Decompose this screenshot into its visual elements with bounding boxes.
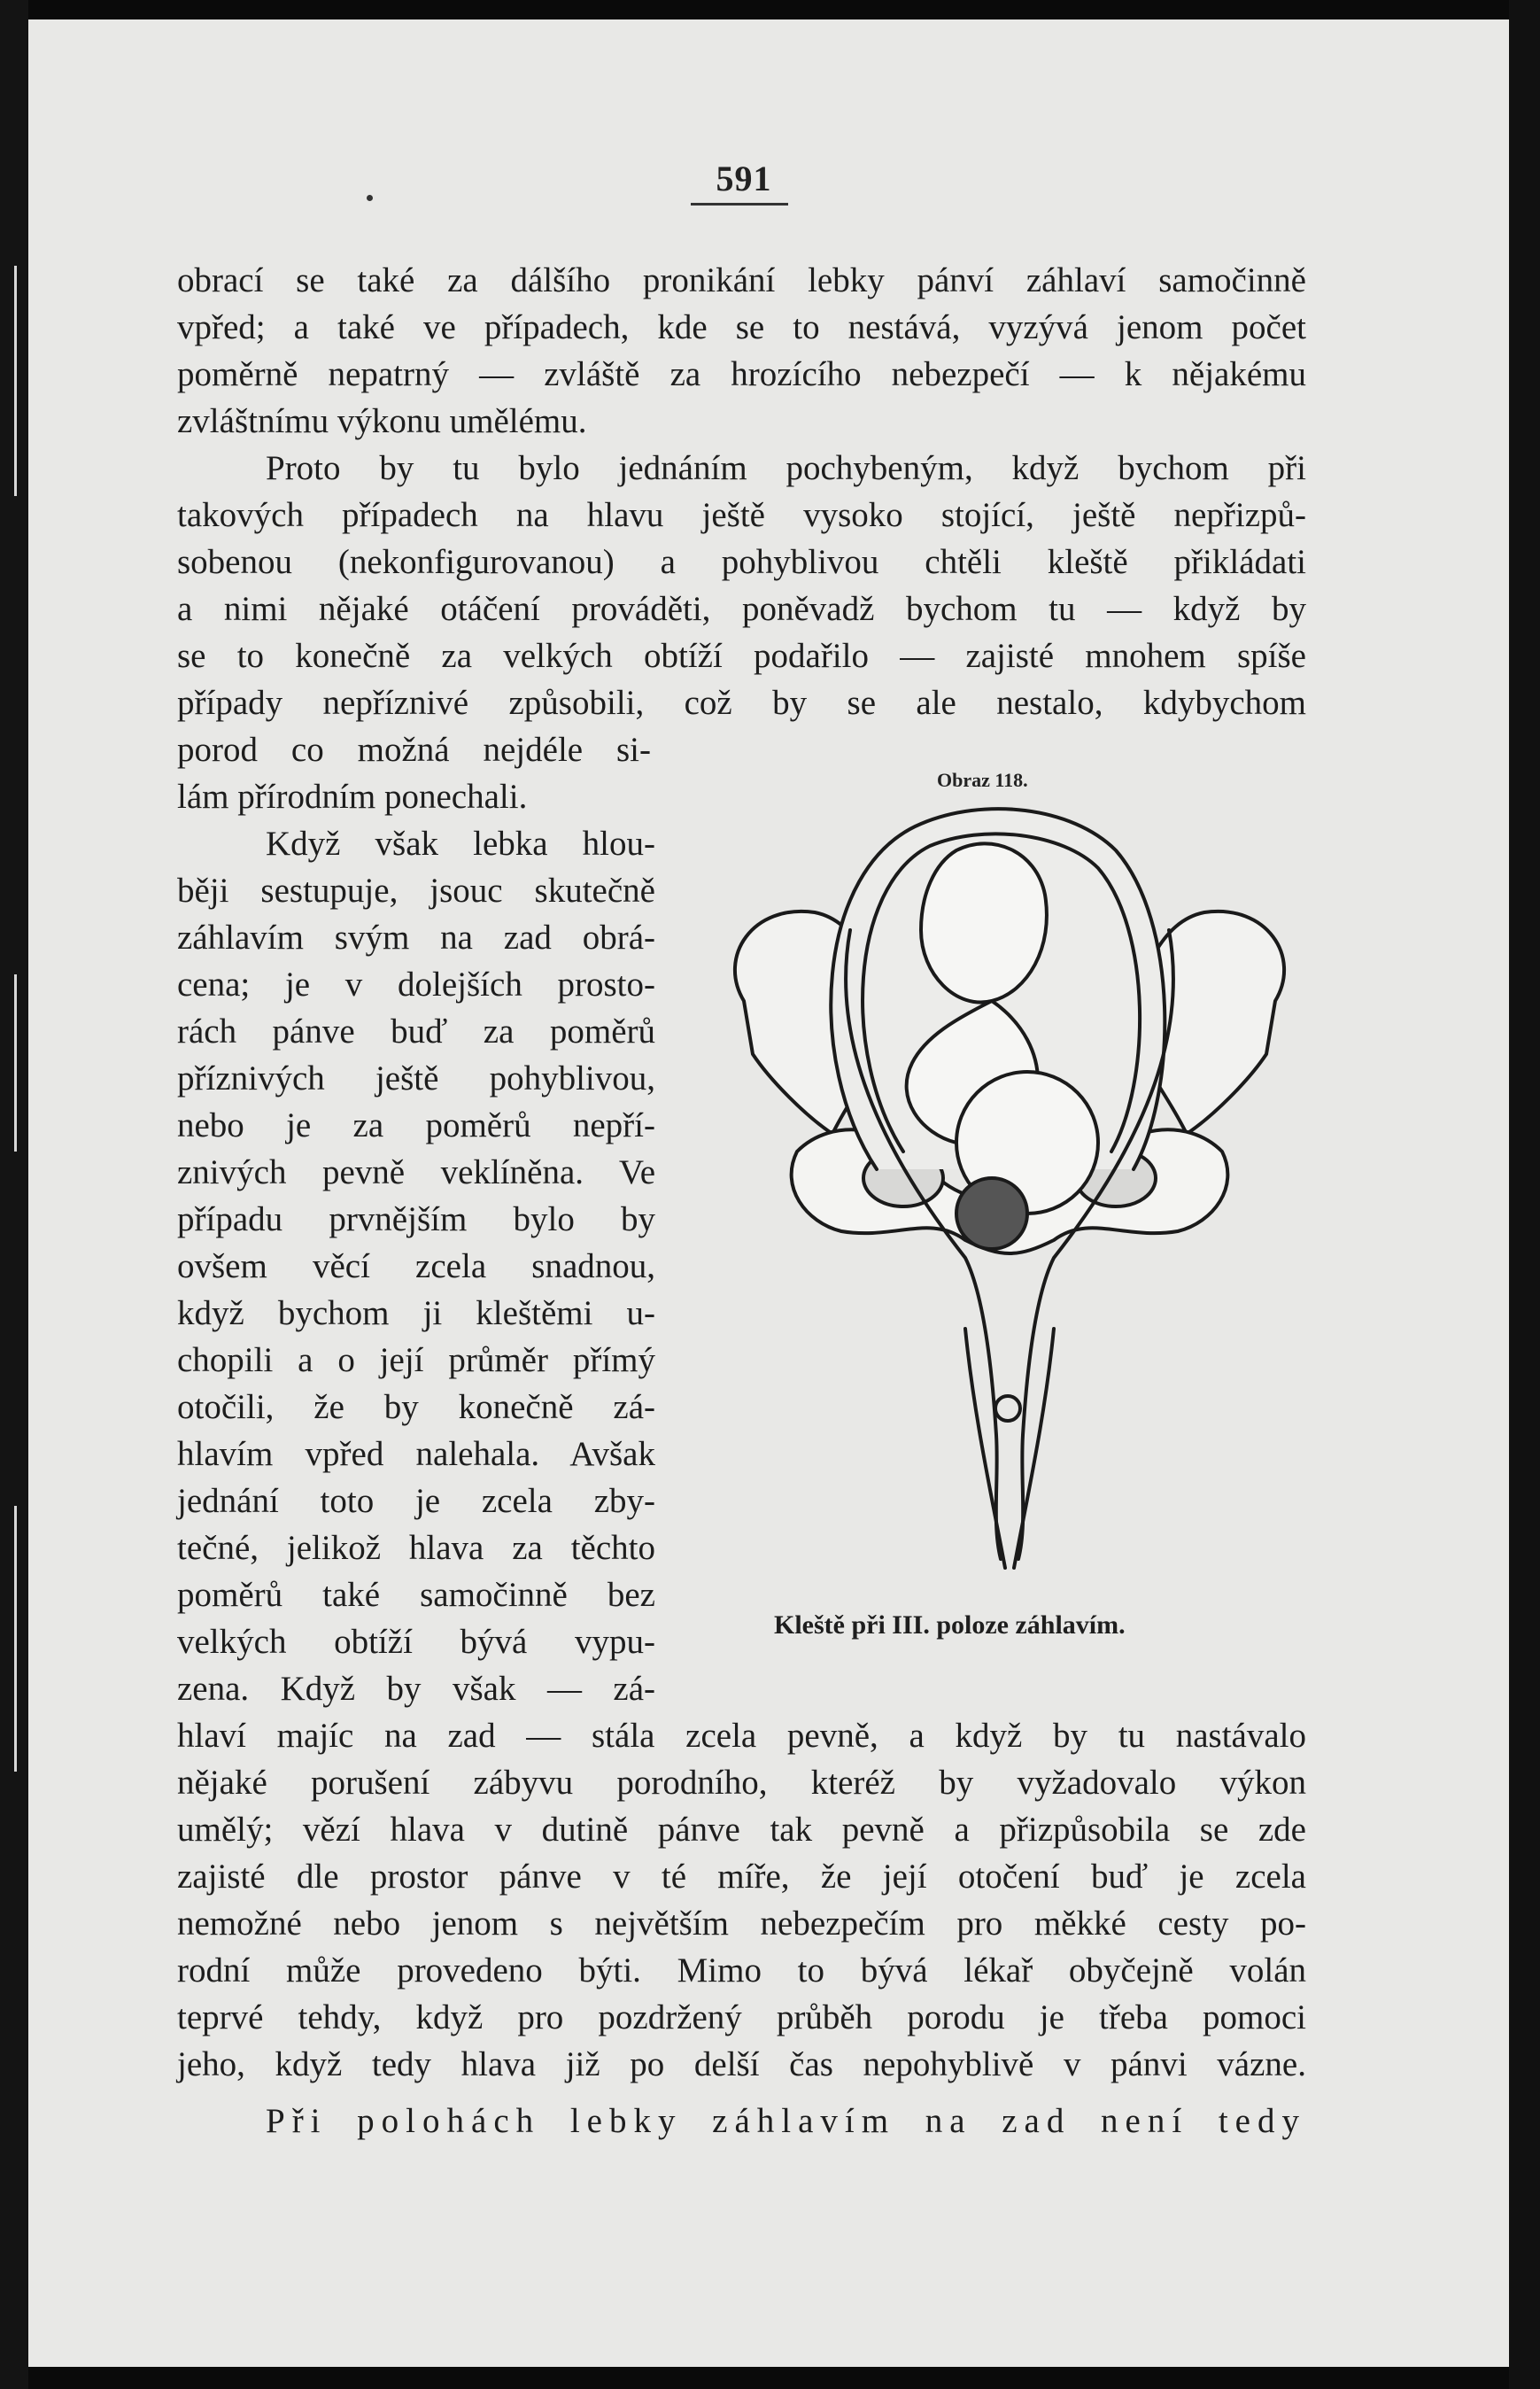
text-line: porod co možná nejdéle si- bbox=[177, 731, 651, 769]
text-line: Když však lebka hlou- bbox=[266, 825, 655, 863]
text-line: nějaké porušení zábyvu porodního, kteréž by vyžadovalo výkon bbox=[177, 1764, 1306, 1802]
text-line: rách pánve buď za poměrů bbox=[177, 1012, 655, 1051]
scan-mark bbox=[14, 974, 17, 1152]
text-line: lám přírodním ponechali. bbox=[177, 778, 528, 816]
text-line: nemožné nebo jenom s největším nebezpečím pro měkké cesty po- bbox=[177, 1904, 1306, 1943]
page-dot bbox=[367, 195, 373, 201]
text-line: když bychom ji kleštěmi u- bbox=[177, 1294, 655, 1332]
text-line: Při polohách lebky záhlavím na zad není tedy bbox=[266, 2102, 1306, 2140]
text-line: otočili, že by konečně zá- bbox=[177, 1388, 655, 1426]
text-line: vpřed; a také ve případech, kde se to nestává, vyzývá jenom počet bbox=[177, 308, 1306, 346]
text-line: cena; je v dolejších prosto- bbox=[177, 966, 655, 1004]
text-line: Proto by tu bylo jednáním pochybeným, když bychom při bbox=[266, 449, 1306, 487]
text-line: velkých obtíží bývá vypu- bbox=[177, 1623, 655, 1661]
text-line: jednání toto je zcela zby- bbox=[177, 1482, 655, 1520]
text-line: jeho, když tedy hlava již po delší čas nepohyblivě v pánvi vázne. bbox=[177, 2045, 1306, 2083]
scan-right-edge bbox=[1509, 0, 1540, 2389]
text-line: sobenou (nekonfigurovanou) a pohyblivou chtěli kleště přikládati bbox=[177, 543, 1306, 581]
text-line: nebo je za poměrů nepří- bbox=[177, 1106, 655, 1144]
text-line: běji sestupuje, jsouc skutečně bbox=[177, 872, 655, 910]
text-line: umělý; vězí hlava v dutině pánve tak pevně a přizpůsobila se zde bbox=[177, 1811, 1306, 1849]
text-line: znivých pevně veklíněna. Ve bbox=[177, 1153, 655, 1191]
text-line: zena. Když by však — zá- bbox=[177, 1670, 655, 1708]
text-line: ovšem věcí zcela snadnou, bbox=[177, 1247, 655, 1285]
text-line: poměrů také samočinně bez bbox=[177, 1576, 655, 1614]
text-line: případy nepříznivé způsobili, což by se ale nestalo, kdybychom bbox=[177, 684, 1306, 722]
obstetric-forceps-illustration bbox=[700, 797, 1319, 1594]
scan-mark bbox=[14, 266, 17, 496]
text-line: případu prvnějším bylo by bbox=[177, 1200, 655, 1238]
text-line: chopili a o její průměr přímý bbox=[177, 1341, 655, 1379]
figure-caption: Kleště při III. poloze záhlavím. bbox=[774, 1610, 1126, 1640]
text-line: rodní může provedeno býti. Mimo to bývá lékař obyčejně volán bbox=[177, 1951, 1306, 1990]
text-line: zajisté dle prostor pánve v té míře, že její otočení buď je zcela bbox=[177, 1858, 1306, 1896]
text-line: hlavím vpřed nalehala. Avšak bbox=[177, 1435, 655, 1473]
figure-label: Obraz 118. bbox=[937, 769, 1028, 791]
scan-left-edge bbox=[0, 0, 28, 2389]
text-line: obrací se také za dálšího pronikání lebky pánví záhlaví samočinně bbox=[177, 261, 1306, 299]
text-line: poměrně nepatrný — zvláště za hrozícího nebezpečí — k nějakému bbox=[177, 355, 1306, 393]
text-line: tečné, jelikož hlava za těchto bbox=[177, 1529, 655, 1567]
page-number: 591 bbox=[716, 159, 772, 198]
text-line: příznivých ještě pohyblivou, bbox=[177, 1059, 655, 1098]
text-line: teprvé tehdy, když pro pozdržený průběh porodu je třeba pomoci bbox=[177, 1998, 1306, 2036]
text-line: hlaví majíc na zad — stála zcela pevně, a když by tu nastávalo bbox=[177, 1717, 1306, 1755]
scan-mark bbox=[14, 1506, 17, 1772]
text-line: záhlavím svým na zad obrá- bbox=[177, 919, 655, 957]
text-line: se to konečně za velkých obtíží podařilo — zajisté mnohem spíše bbox=[177, 637, 1306, 675]
page-number-rule bbox=[691, 203, 788, 206]
text-line: zvláštnímu výkonu umělému. bbox=[177, 402, 587, 440]
text-line: takových případech na hlavu ještě vysoko stojící, ještě nepřizpů- bbox=[177, 496, 1306, 534]
text-line: a nimi nějaké otáčení prováděti, poněvadž bychom tu — když by bbox=[177, 590, 1306, 628]
